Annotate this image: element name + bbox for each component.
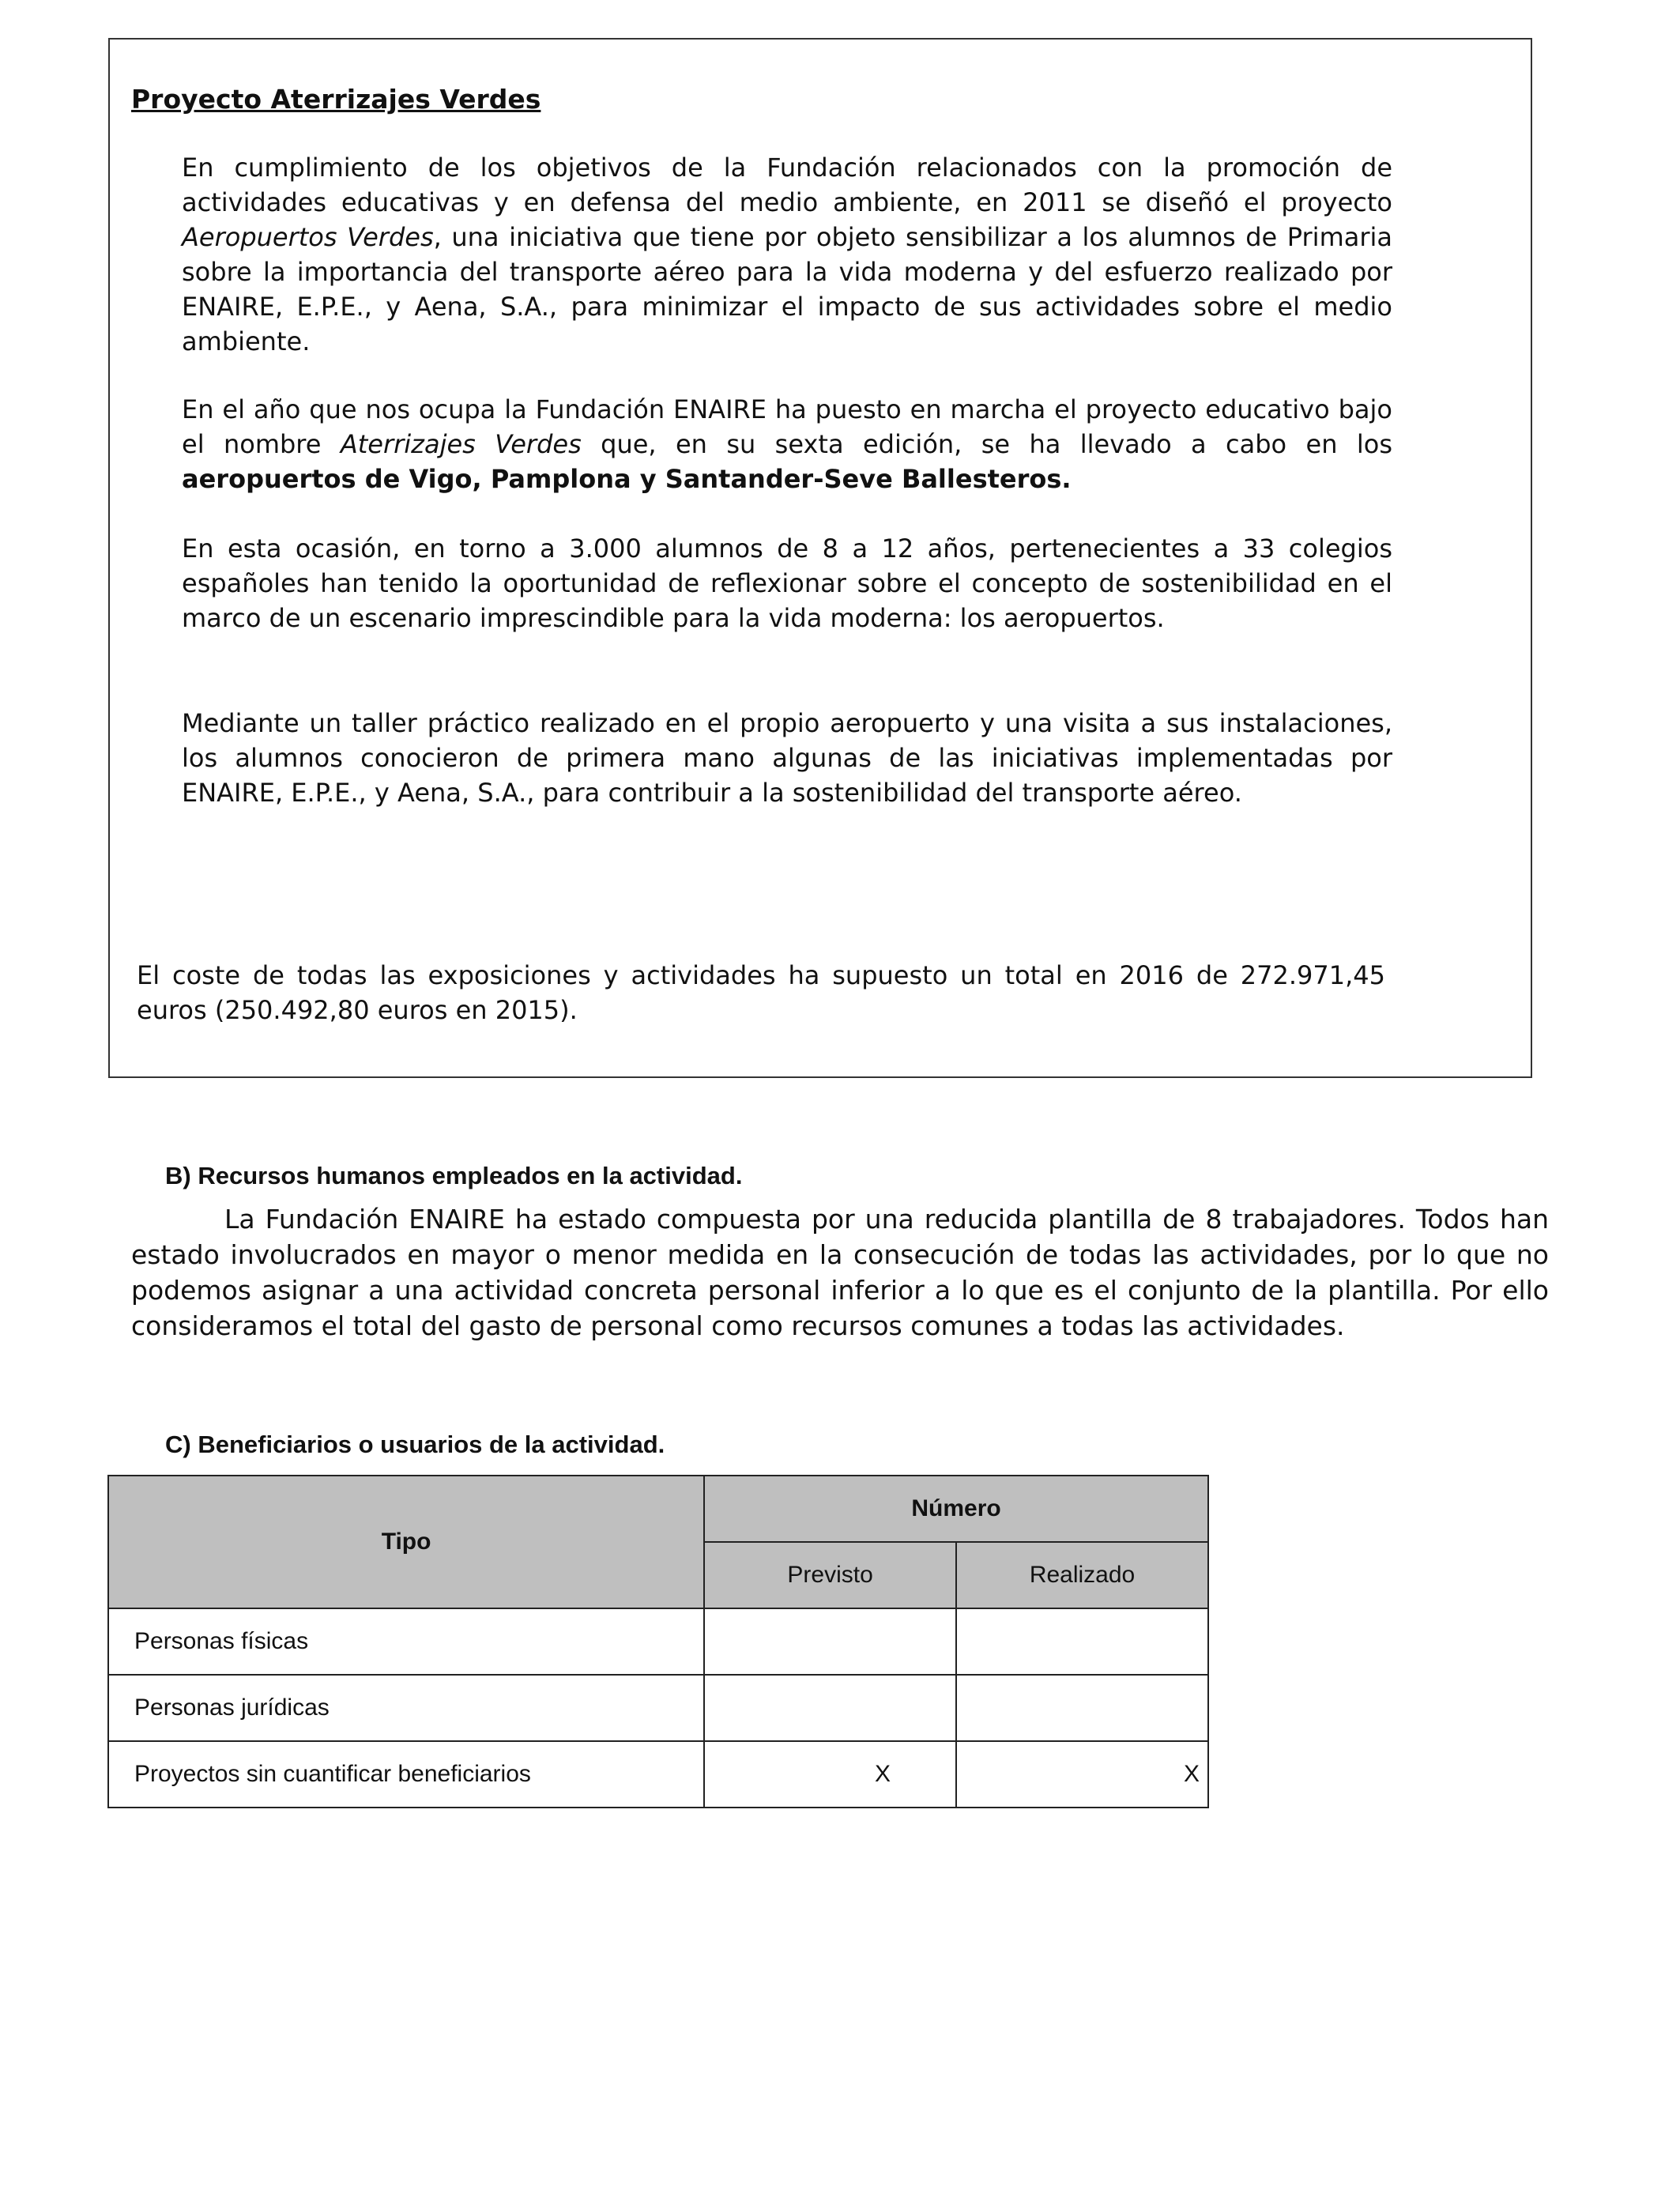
beneficiaries-table xyxy=(107,1475,1209,1808)
cell-tipo: Proyectos sin cuantificar beneficiarios xyxy=(108,1741,704,1808)
paragraph-text: En el año que nos ocupa la Fundación ENAIRE ha puesto en marcha el proyecto educativo bajo el nombre xyxy=(182,394,1392,459)
paragraph-aeropuertos-verdes xyxy=(182,150,1392,359)
section-b-text: La Fundación ENAIRE ha estado compuesta por una reducida plantilla de 8 trabajadores. Todos han estado involucrados en mayor o menor medida en la consecución de todas las actividades, por lo que no podemos asignar a una actividad concreta personal inferior a lo que es el conjunto de la plantilla. Por ello consideramos el total del gasto de personal como recursos comunes a todas las actividades. xyxy=(131,1204,1549,1341)
header-previsto: Previsto xyxy=(704,1542,956,1608)
project-name-italic: Aterrizajes Verdes xyxy=(340,429,582,459)
paragraph-alumnos: En esta ocasión, en torno a 3.000 alumnos de 8 a 12 años, pertenecientes a 33 colegios españoles han tenido la oportunidad de reflexionar sobre el concepto de sostenibilidad en el marco de un escenario imprescindible para la vida moderna: los aeropuertos. xyxy=(182,533,1392,633)
project-name-italic: Aeropuertos Verdes xyxy=(182,222,434,252)
table-row xyxy=(108,1608,1208,1675)
section-c-heading: C) Beneficiarios o usuarios de la actividad. xyxy=(165,1431,665,1458)
paragraph-taller: Mediante un taller práctico realizado en el propio aeropuerto y una visita a sus instalaciones, los alumnos conocieron de primera mano algunas de las iniciativas implementadas por ENAIRE, E.P.E., y Aena, S.A., para contribuir a la sostenibilidad del transporte aéreo. xyxy=(182,708,1392,808)
header-tipo: Tipo xyxy=(108,1476,704,1608)
cell-previsto xyxy=(704,1608,956,1675)
cell-tipo: Personas jurídicas xyxy=(108,1675,704,1741)
cell-realizado: X xyxy=(956,1741,1208,1808)
header-realizado: Realizado xyxy=(956,1542,1208,1608)
project-title: Proyecto Aterrizajes Verdes xyxy=(131,84,541,115)
cell-previsto: X xyxy=(704,1741,956,1808)
table-row xyxy=(108,1675,1208,1741)
paragraph-text: , una iniciativa que tiene por objeto sensibilizar a los alumnos de Primaria sobre la importancia del transporte aéreo para la vida moderna y del esfuerzo realizado por ENAIRE, E.P.E., y Aena, S.A., para minimizar el impacto de sus actividades sobre el medio ambiente. xyxy=(182,222,1393,356)
paragraph-coste: El coste de todas las exposiciones y actividades ha supuesto un total en 2016 de 272.971,45 euros (250.492,80 euros en 2015). xyxy=(137,960,1385,1025)
section-b-heading: B) Recursos humanos empleados en la actividad. xyxy=(165,1162,743,1189)
table-header-row xyxy=(108,1476,1208,1542)
header-numero: Número xyxy=(704,1476,1208,1542)
cell-tipo: Personas físicas xyxy=(108,1608,704,1675)
cell-previsto xyxy=(704,1675,956,1741)
airports-bold: aeropuertos de Vigo, Pamplona y Santander-Seve Ballesteros. xyxy=(182,464,1072,494)
cell-realizado xyxy=(956,1675,1208,1741)
paragraph-text: En cumplimiento de los objetivos de la Fundación relacionados con la promoción de actividades educativas y en defensa del medio ambiente, en 2011 se diseñó el proyecto xyxy=(182,153,1392,217)
paragraph-aterrizajes-verdes xyxy=(182,392,1392,496)
cell-realizado xyxy=(956,1608,1208,1675)
paragraph-text: que, en su sexta edición, se ha llevado a cabo en los xyxy=(581,429,1393,459)
table-row xyxy=(108,1741,1208,1808)
